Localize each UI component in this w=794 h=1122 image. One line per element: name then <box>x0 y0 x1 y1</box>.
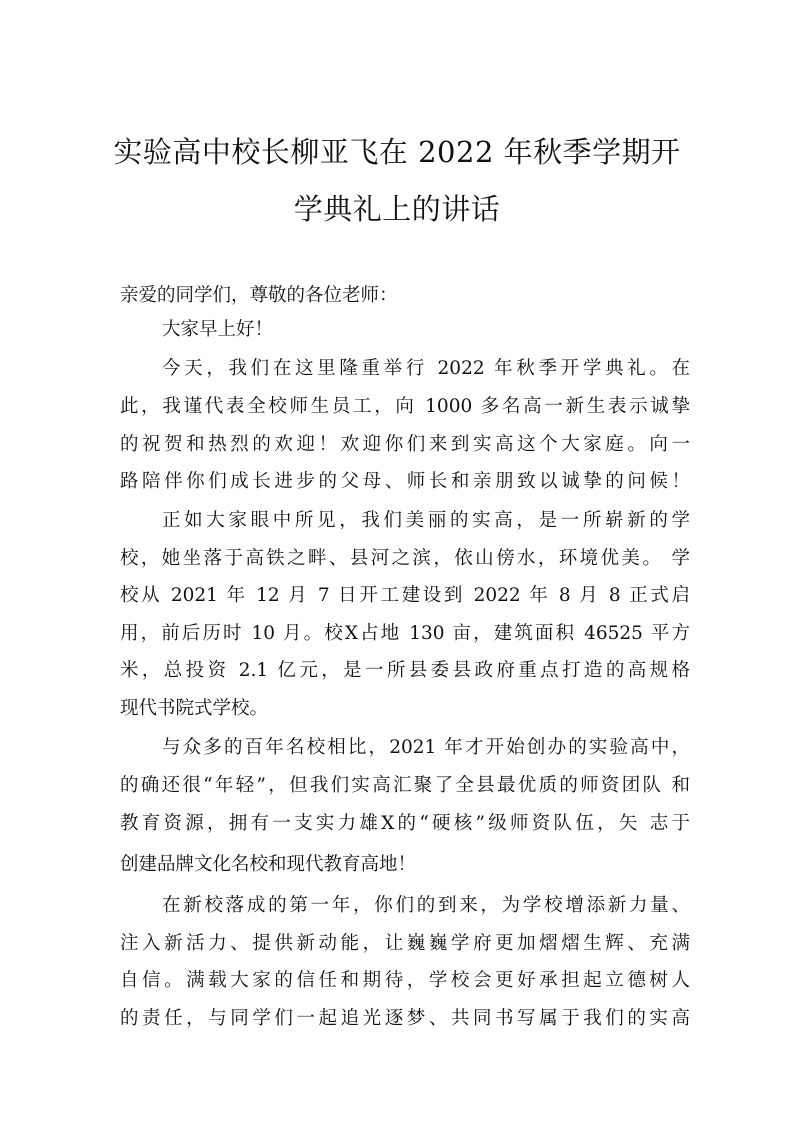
document-title-line-1: 实验高中校长柳亚飞在 2022 年秋季学期开 <box>113 135 681 169</box>
body-line: 现代书院式学校。 <box>120 698 269 719</box>
body-line: 注入新活力、提供新动能，让巍巍学府更加熠熠生辉、充满 <box>120 933 690 954</box>
greeting: 大家早上好！ <box>162 319 274 340</box>
body-line: 路陪伴你们成长进步的父母、师长和亲朋致以诚挚的问候！ <box>120 471 690 492</box>
body-line: 的确还很“年轻”，但我们实高汇聚了全县最优质的师资团队 和 <box>120 775 690 796</box>
body-line: 校，她坐落于高铁之畔、县河之滨，依山傍水，环境优美。 学 <box>120 548 690 569</box>
body-line: 的责任，与同学们一起追光逐梦、共同书写属于我们的实高 <box>120 1008 690 1029</box>
body-line: 与众多的百年名校相比，2021 年才开始创办的实验高中， <box>162 737 690 758</box>
body-line: 校从 2021 年 12 月 7 日开工建设到 2022 年 8 月 8 正式启 <box>120 585 690 606</box>
body-line: 今天，我们在这里隆重举行 2022 年秋季开学典礼。在 <box>162 358 690 379</box>
document-title-line-2: 学典礼上的讲话 <box>293 192 501 226</box>
body-line: 在新校落成的第一年，你们的到来，为学校增添新力量、 <box>162 895 690 916</box>
body-line: 米，总投资 2.1 亿元，是一所县委县政府重点打造的高规格 <box>120 660 690 681</box>
body-line: 的祝贺和热烈的欢迎！欢迎你们来到实高这个大家庭。向一 <box>120 434 690 455</box>
body-line: 创建品牌文化名校和现代教育高地！ <box>120 854 417 875</box>
body-line: 此，我谨代表全校师生员工，向 1000 多名高一新生表示诚挚 <box>120 396 690 417</box>
salutation: 亲爱的同学们，尊敬的各位老师： <box>120 285 398 306</box>
body-line: 正如大家眼中所见，我们美丽的实高，是一所崭新的学 <box>162 510 690 531</box>
body-line: 教育资源，拥有一支实力雄X的“硬核”级师资队伍，矢 志于 <box>120 813 690 834</box>
body-line: 自信。满载大家的信任和期待，学校会更好承担起立德树人 <box>120 970 690 991</box>
body-line: 用，前后历时 10 月。校X占地 130 亩，建筑面积 46525 平方 <box>120 623 690 644</box>
